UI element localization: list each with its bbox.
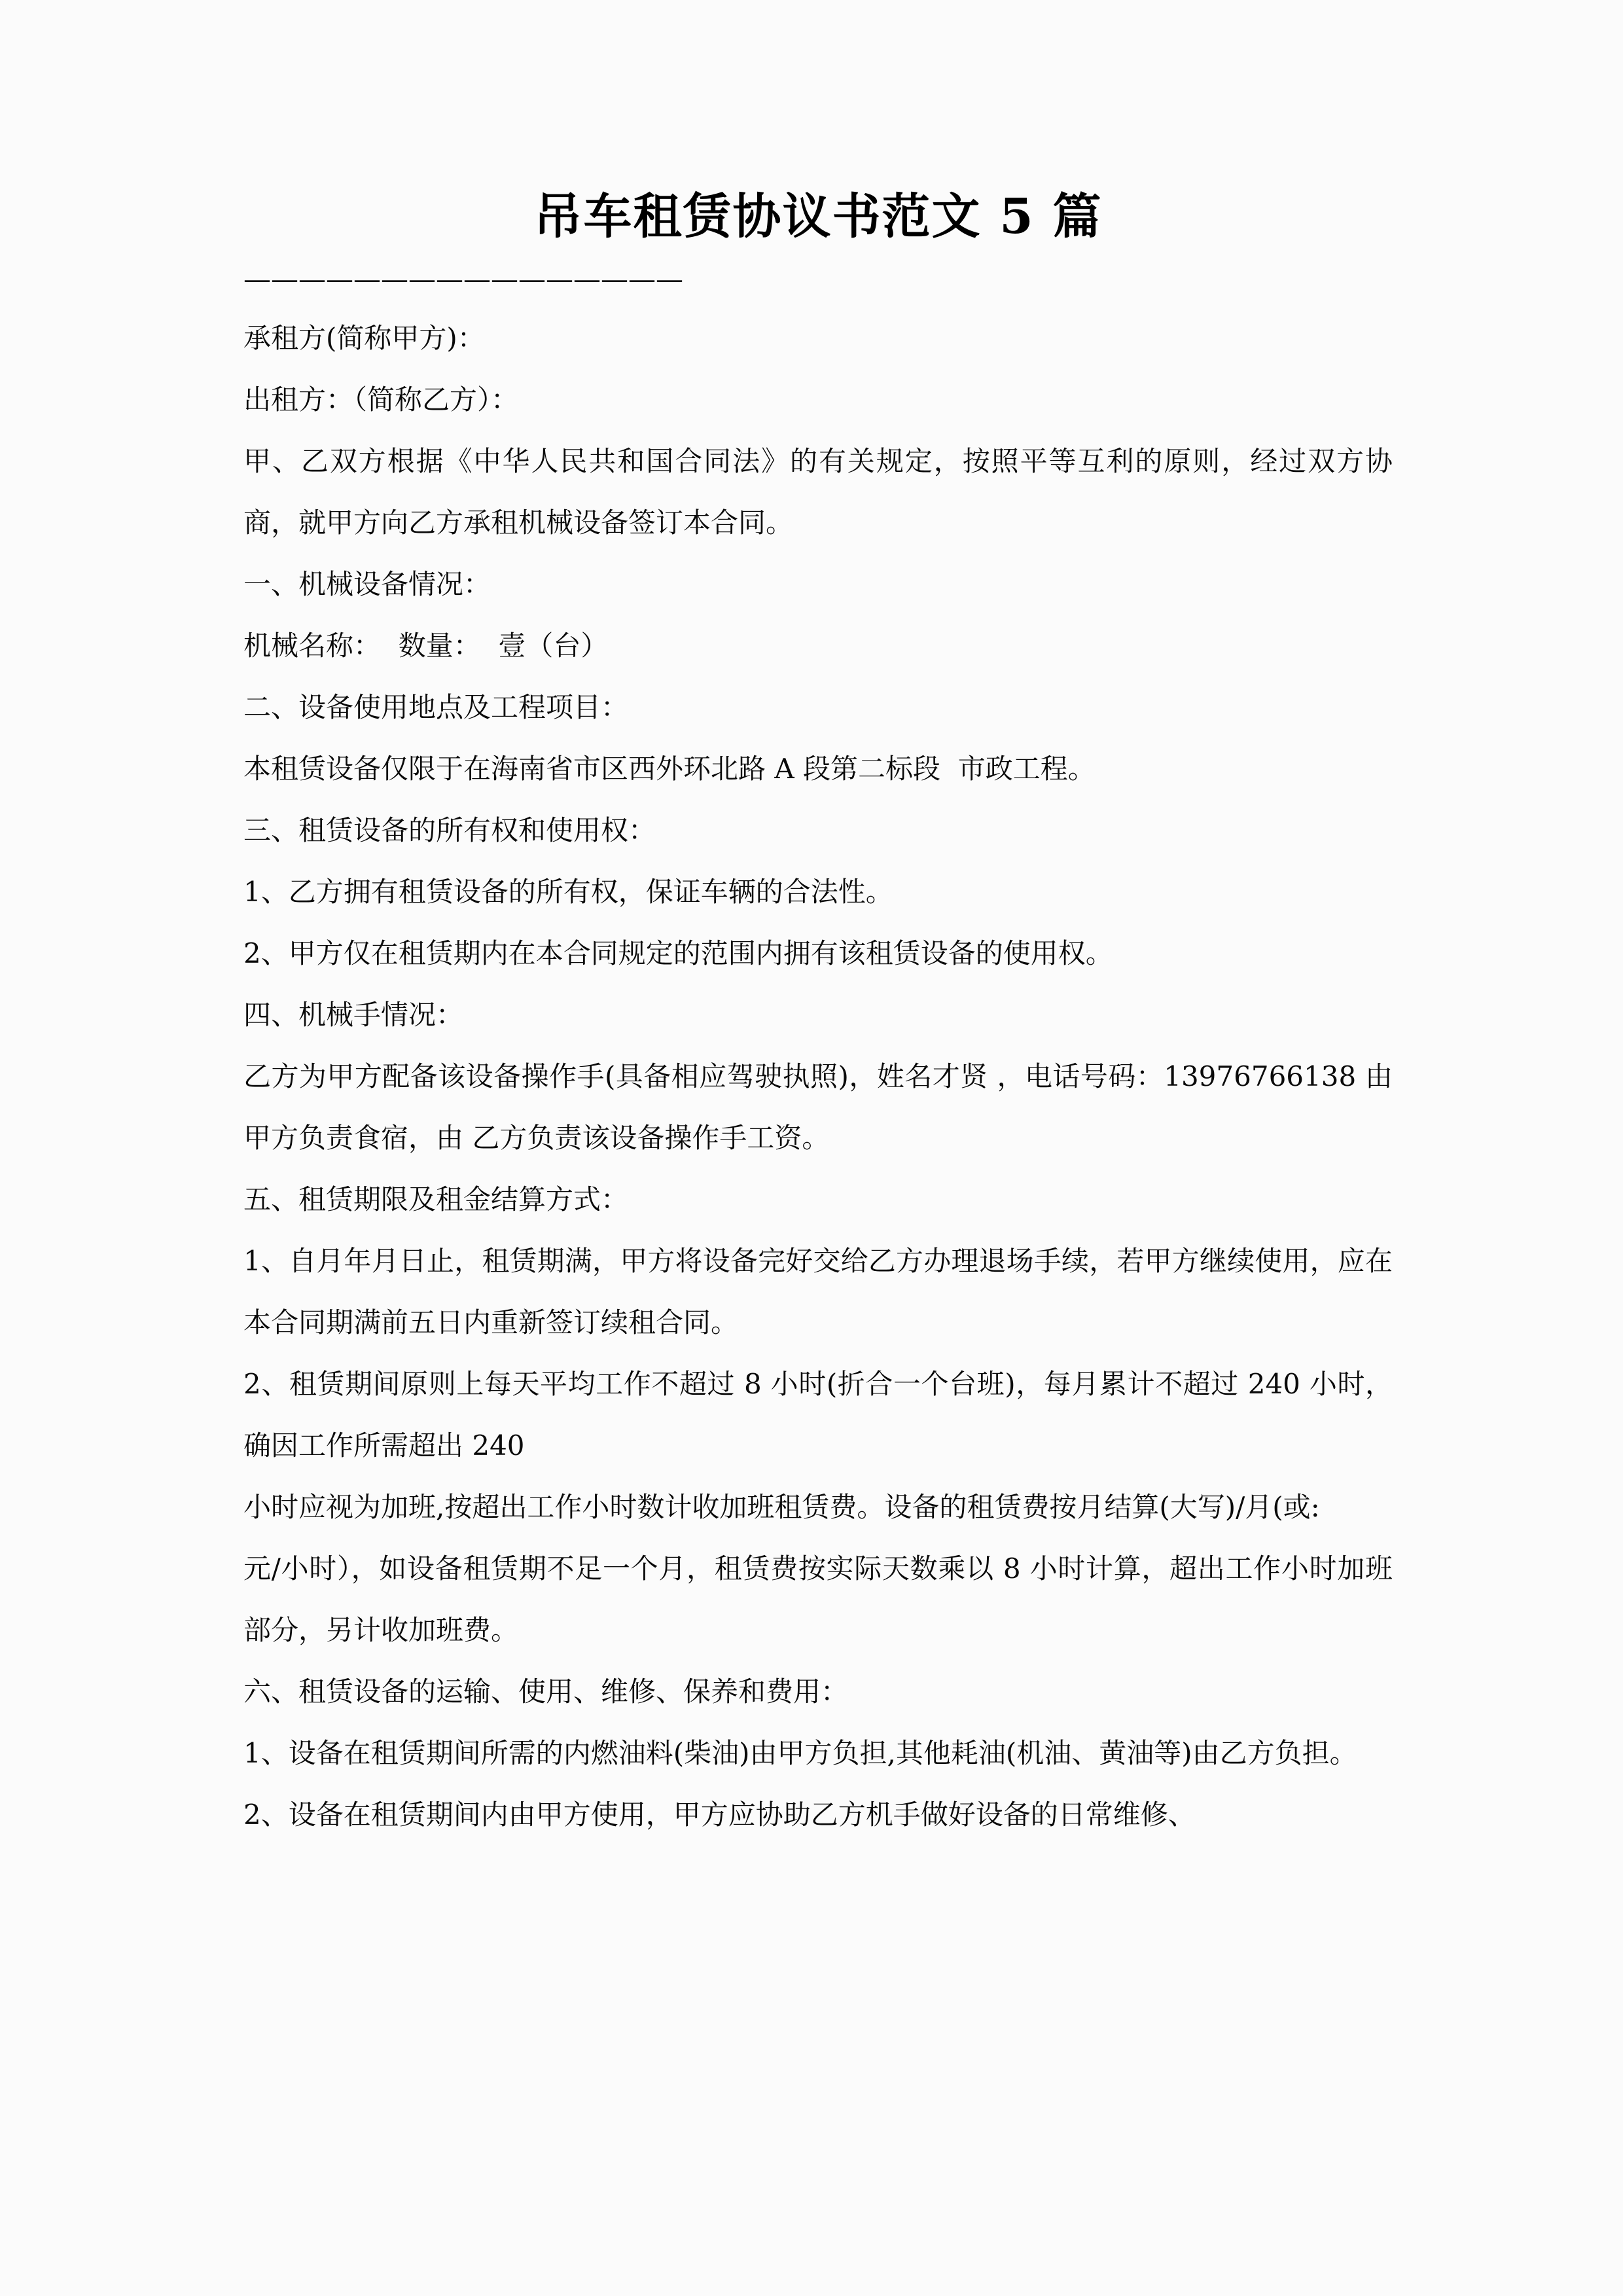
paragraph-section-5-item-2b: 小时应视为加班,按超出工作小时数计收加班租赁费。设备的租赁费按月结算(大写)/月(或: [243,1491,1320,1524]
paragraph-machine-name: 机械名称： 数量： 壹（台） [243,630,609,662]
heading-section-3: 三、租赁设备的所有权和使用权： [243,814,656,847]
paragraph-section-3-item-1: 1、乙方拥有租赁设备的所有权，保证车辆的合法性。 [243,876,893,908]
paragraph-lessor-line: 出租方：（简称乙方）： [243,384,519,416]
heading-section-1: 一、机械设备情况： [243,568,491,601]
heading-section-6: 六、租赁设备的运输、使用、维修、保养和费用： [243,1676,849,1708]
paragraph-section-5-item-1: 1、自月年月日止，租赁期满，甲方将设备完好交给乙方办理退场手续，若甲方继续使用，应在本合同期满前五日内重新签订续租合同。 [243,1245,1393,1339]
paragraph-lessee-line: 承租方(简称甲方)： [243,322,485,355]
paragraph-site-location: 本租赁设备仅限于在海南省市区西外环北路 A 段第二标段 市政工程。 [243,753,1096,785]
paragraph-section-3-item-2: 2、甲方仅在租赁期内在本合同规定的范围内拥有该租赁设备的使用权。 [243,937,1113,970]
paragraph-section-6-item-2: 2、设备在租赁期间内由甲方使用，甲方应协助乙方机手做好设备的日常维修、 [243,1799,1196,1831]
title-separator-rule: ———————————————— [243,263,683,296]
paragraph-operator-info: 乙方为甲方配备该设备操作手(具备相应驾驶执照)，姓名才贤 ，电话号码：13976766138 由甲方负责食宿，由 乙方负责该设备操作手工资。 [243,1060,1393,1155]
document-body [243,300,1393,1846]
paragraph-preamble: 甲、乙双方根据《中华人民共和国合同法》的有关规定，按照平等互利的原则，经过双方协商，就甲方向乙方承租机械设备签订本合同。 [243,445,1393,539]
heading-section-4: 四、机械手情况： [243,999,464,1031]
paragraph-section-5-item-2c: 元/小时），如设备租赁期不足一个月，租赁费按实际天数乘以 8 小时计算，超出工作小时加班部分，另计收加班费。 [243,1552,1393,1647]
paragraph-section-5-item-2a: 2、租赁期间原则上每天平均工作不超过 8 小时(折合一个台班)，每月累计不超过 240 小时，确因工作所需超出 240 [243,1368,1393,1462]
paragraph-section-6-item-1: 1、设备在租赁期间所需的内燃油料(柴油)由甲方负担,其他耗油(机油、黄油等)由乙方负担。 [243,1737,1357,1770]
document-content [243,0,1393,1846]
heading-section-5: 五、租赁期限及租金结算方式： [243,1183,629,1216]
page-title: 吊车租赁协议书范文 5 篇 [533,188,1103,245]
heading-section-2: 二、设备使用地点及工程项目： [243,691,629,724]
